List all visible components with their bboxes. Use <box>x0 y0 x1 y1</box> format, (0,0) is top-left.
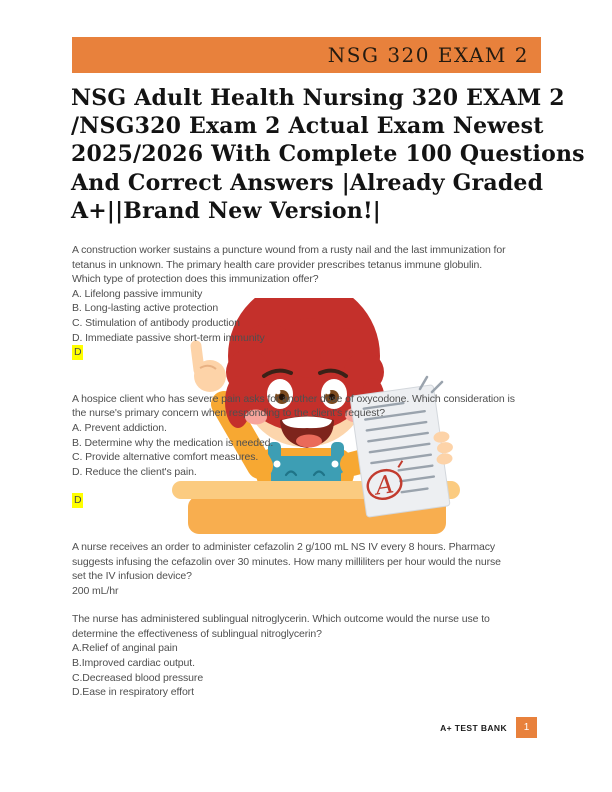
answer-option: A. Prevent addiction. <box>72 421 167 434</box>
answer-option: B. Long-lasting active protection <box>72 302 219 315</box>
question-text: The nurse has administered sublingual nitroglycerin. Which outcome would the nurse use to <box>72 613 490 626</box>
question-text: A hospice client who has severe pain asks for another dose of oxycodone. Which consideration is <box>72 392 515 405</box>
question-block-4 <box>72 612 550 700</box>
answer-option: B.Improved cardiac output. <box>72 657 195 670</box>
question-text: suggests infusing the cefazolin over 30 minutes. How many milliliters per hour would the nurse <box>72 555 501 568</box>
answer-option: C. Provide alternative comfort measures. <box>72 451 259 464</box>
page-number-badge: 1 <box>516 717 537 738</box>
answer-option: A. Lifelong passive immunity <box>72 287 203 300</box>
question-text: Which type of protection does this immunization offer? <box>72 273 319 286</box>
content-column <box>72 243 550 700</box>
doc-title-line: /NSG320 Exam 2 Actual Exam Newest <box>71 113 544 140</box>
answer-highlight: D <box>74 494 82 507</box>
answer-text: 200 mL/hr <box>72 584 119 597</box>
answer-option: A.Relief of anginal pain <box>72 642 178 655</box>
question-text: tetanus in unknown. The primary health care provider prescribes tetanus immune globulin. <box>72 258 483 271</box>
footer <box>0 717 537 738</box>
question-text: A construction worker sustains a puncture wound from a rusty nail and the last immunization for <box>72 244 506 256</box>
answer-option: C. Stimulation of antibody production <box>72 316 240 329</box>
answer-highlight: D <box>74 346 82 359</box>
answer-option: D. Immediate passive short-term immunity <box>72 331 265 344</box>
header-title: NSG 320 EXAM 2 <box>327 43 529 67</box>
answer-option: B. Determine why the medication is needed. <box>72 436 274 449</box>
question-text: the nurse's primary concern when responding to the client's request? <box>72 407 385 420</box>
question-block-3 <box>72 540 550 598</box>
answer-option: D.Ease in respiratory effort <box>72 686 194 699</box>
question-block-1 <box>72 243 550 360</box>
doc-title-line: And Correct Answers |Already Graded <box>71 169 544 196</box>
header-bar <box>72 37 541 73</box>
doc-title-line: 2025/2026 With Complete 100 Questions <box>71 141 585 168</box>
doc-title-line: A+||Brand New Version!| <box>71 197 382 224</box>
question-text: determine the effectiveness of sublingual nitroglycerin? <box>72 627 322 640</box>
answer-option: C.Decreased blood pressure <box>72 671 204 684</box>
question-text: A nurse receives an order to administer cefazolin 2 g/100 mL NS IV every 8 hours. Pharmacy <box>72 540 496 553</box>
answer-option: D. Reduce the client's pain. <box>72 465 197 478</box>
doc-title <box>71 84 585 225</box>
grade-letter: A <box>373 469 396 501</box>
question-text: set the IV infusion device? <box>72 570 192 583</box>
doc-title-line: NSG Adult Health Nursing 320 EXAM 2 <box>71 85 565 111</box>
footer-brand: A+ TEST BANK <box>440 722 507 733</box>
question-block-2 <box>72 392 550 508</box>
